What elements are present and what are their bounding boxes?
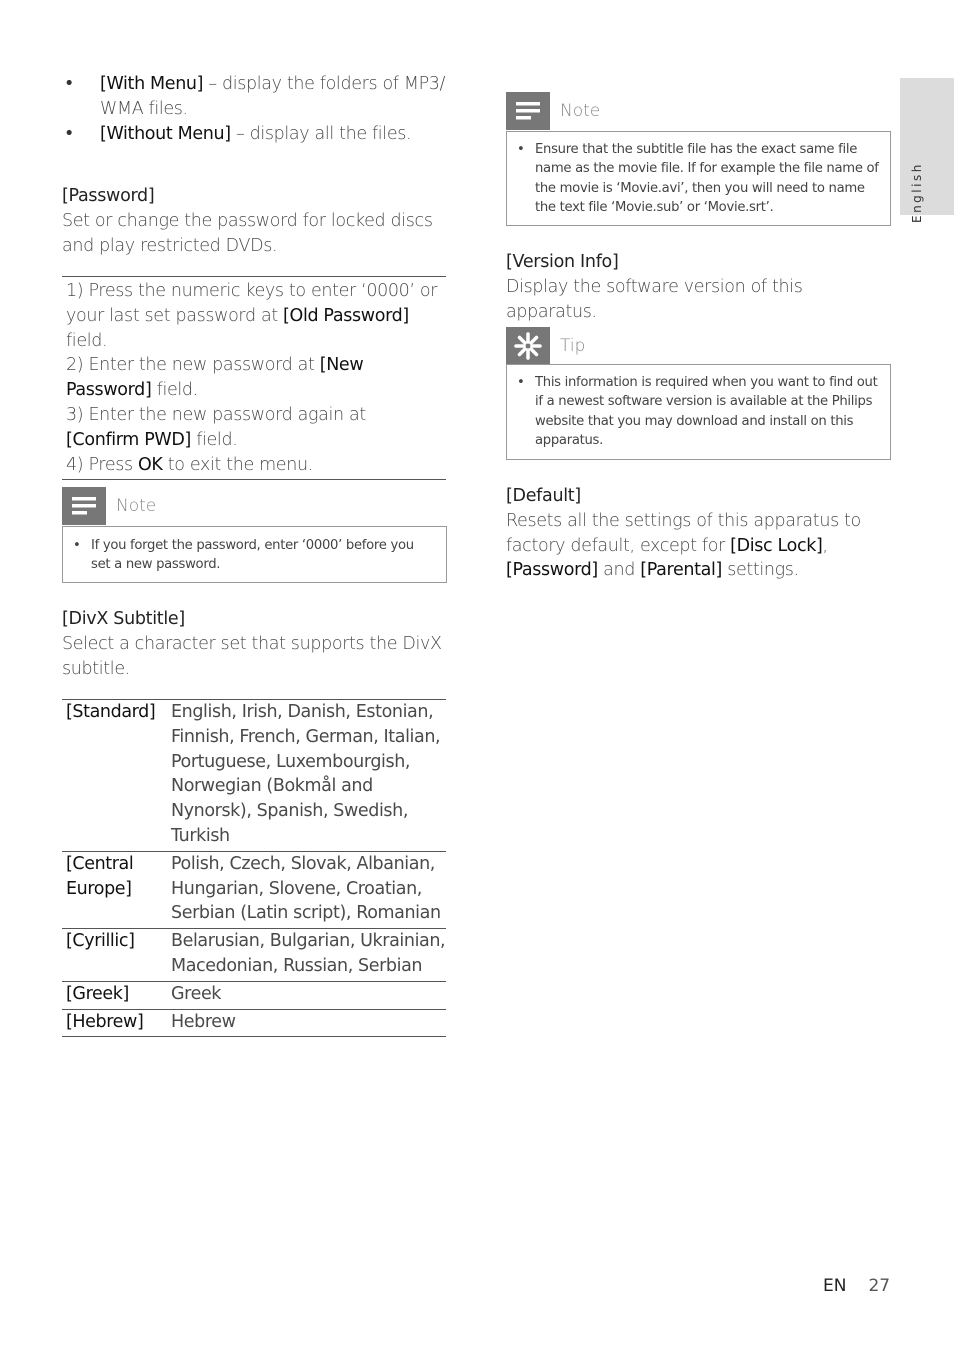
- charset-table: [62, 699, 446, 1037]
- page-number: 27: [868, 1276, 891, 1296]
- list-item: • [Without Menu] – display all the files.: [62, 122, 446, 147]
- note-header: [62, 487, 156, 525]
- table-row: [Greek] Greek: [62, 981, 446, 1009]
- tip-list: [507, 365, 890, 451]
- tip-icon: [506, 327, 550, 365]
- note-item: • If you forget the password, enter ‘0000’ before you set a new password.: [63, 536, 436, 575]
- list-item: • [With Menu] – display the folders of MP3/ WMA files.: [62, 72, 446, 122]
- note-box: [62, 526, 447, 583]
- password-steps: [62, 276, 446, 480]
- note-title: Note: [560, 101, 601, 121]
- table-row: [Central Europe] Polish, Czech, Slovak, Albanian, Hungarian, Slovene, Croatian, Serbian (Latin script), Romanian: [62, 851, 446, 928]
- tip-title: Tip: [560, 336, 586, 356]
- divx-section: [62, 607, 446, 681]
- version-info-heading: [Version Info]: [506, 252, 619, 272]
- divx-description: Select a character set that supports the DivX subtitle.: [62, 633, 442, 679]
- tip-header: [506, 327, 585, 365]
- default-description: Resets all the settings of this apparatus to factory default, except for [Disc Lock], [Password] and [Parental] settings.: [506, 510, 861, 581]
- divx-heading: [DivX Subtitle]: [62, 609, 185, 629]
- step-3: 3) Enter the new password again at [Confirm PWD] field.: [66, 404, 366, 450]
- page-footer: [823, 1276, 890, 1296]
- footer-language: EN: [823, 1276, 847, 1296]
- table-row: [Hebrew] Hebrew: [62, 1009, 446, 1037]
- table-row: [Standard] English, Irish, Danish, Estonian, Finnish, French, German, Italian, Portuguese, Luxembourgish, Norwegian (Bokmål and Nynorsk), Spanish, Swedish, Turkish: [62, 700, 446, 852]
- password-section: [62, 184, 446, 258]
- note-title: Note: [116, 496, 157, 516]
- step-1: 1) Press the numeric keys to enter ‘0000’ or your last set password at [Old Password] field.: [66, 281, 438, 351]
- menu-options-list: [62, 72, 446, 146]
- step-4: 4) Press OK to exit the menu.: [66, 454, 313, 475]
- version-info-section: [506, 250, 890, 324]
- language-tab-label: English: [910, 162, 924, 223]
- tip-item: • This information is required when you want to find out if a newest software version is available at the Philips website that you may download and install on this apparatus.: [507, 373, 880, 451]
- password-heading: [Password]: [62, 186, 155, 206]
- charset-table-wrap: [62, 699, 446, 1037]
- default-section: [506, 484, 890, 583]
- password-description: Set or change the password for locked discs and play restricted DVDs.: [62, 210, 433, 256]
- table-row: [Cyrillic] Belarusian, Bulgarian, Ukrainian, Macedonian, Russian, Serbian: [62, 929, 446, 982]
- note-icon: [506, 92, 550, 130]
- note-item: • Ensure that the subtitle file has the exact same file name as the movie file. If for example the file name of the movie is ‘Movie.avi’, then you will need to name the text file ‘Movie.sub’ or ‘Movie.srt’.: [507, 140, 880, 218]
- note-list: [507, 132, 890, 218]
- language-side-tab: [900, 78, 954, 223]
- default-heading: [Default]: [506, 486, 581, 506]
- note-list: [63, 527, 446, 575]
- note-header: [506, 92, 600, 130]
- version-info-description: Display the software version of this apparatus.: [506, 276, 803, 322]
- tip-box: [506, 364, 891, 460]
- step-2: 2) Enter the new password at [New Password] field.: [66, 355, 364, 401]
- left-column: [62, 72, 446, 146]
- note-icon: [62, 487, 106, 525]
- note-box: [506, 131, 891, 226]
